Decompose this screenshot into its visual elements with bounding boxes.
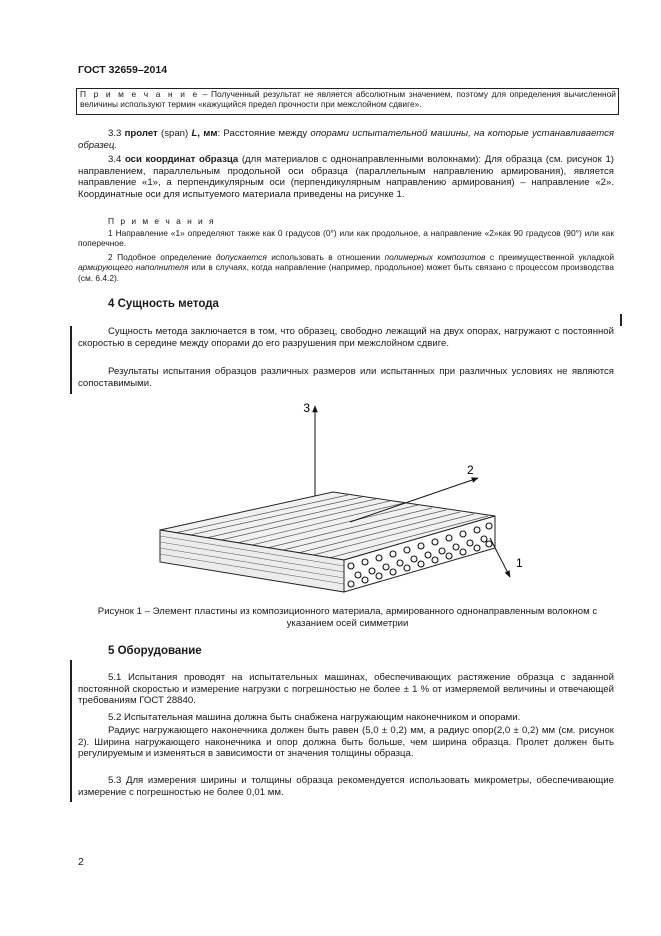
section-4-paragraph-2: Результаты испытания образцов различных размеров или испытанных при различных условиях не являются сопоставимыми.	[78, 366, 614, 389]
notes-label: П р и м е ч а н и я	[108, 216, 216, 226]
section-4-paragraph-1: Сущность метода заключается в том, что образец, свободно лежащий на двух опорах, нагружают с постоянной скоростью в середине между опорами до его разрушения при межслойном сдвиге.	[78, 326, 614, 349]
document-header: ГОСТ 32659–2014	[78, 64, 168, 76]
term-unit: , мм	[197, 128, 218, 139]
note-2-text: с преимущественной укладкой	[485, 252, 614, 262]
note-2	[78, 252, 614, 283]
change-bar	[70, 326, 72, 394]
clause-number: 3.3	[108, 128, 125, 139]
section-5-3: 5.3 Для измерения ширины и толщины образца рекомендуется использовать микрометры, обеспечивающие измерение с погрешностью не более 0,01 мм.	[78, 775, 614, 798]
note-label: П р и м е ч а н и е	[80, 89, 200, 99]
axis-1-arrow	[490, 538, 510, 577]
term: пролет	[124, 128, 158, 139]
note-2-text: использовать в отношении	[266, 252, 385, 262]
note-text: – Полученный результат не является абсолютным значением, поэтому для определения вычисленной величины используют термин «кажущийся предел прочности при межслойном сдвиге».	[80, 89, 616, 110]
section-3-3	[78, 128, 614, 151]
note-2-text: 2 Подобное определение	[108, 252, 216, 262]
figure-1-composite-plate	[150, 392, 550, 600]
axis-2-label: 2	[467, 463, 474, 477]
term-english: (span)	[157, 128, 192, 139]
term-symbol: L	[191, 128, 198, 139]
axis-1-label: 1	[516, 556, 523, 570]
figure-1-caption: Рисунок 1 – Элемент пластины из композиционного материала, армированного однонаправленным волокном с указанием осей симметрии	[97, 606, 598, 629]
section-5-2: 5.2 Испытательная машина должна быть снабжена нагружающим наконечником и опорами.	[108, 712, 521, 723]
note-2-text: или в случаях, когда направление (например, продольное) может быть связано с процессом производства (см. 6.4.2).	[78, 262, 614, 283]
definition-italic: опорами испытательной машины, на которые устанавливается образец.	[78, 128, 614, 151]
section-5-2-radius: Радиус нагружающего наконечника должен быть равен (5,0 ± 0,2) мм, а радиус опор(2,0 ± 0,2) мм (см. рисунок 2). Ширина нагружающего наконечника и опор должна быть больше, чем ширина образца. Пролет должен быть регулируемым и изменяться в зависимости от значения толщины образца.	[78, 725, 614, 760]
note-2-italic: полимерных композитов	[384, 252, 486, 262]
definition-text: : Расстояние между	[217, 128, 311, 139]
note-2-italic: армирующего наполнителя	[78, 262, 189, 273]
note-box-text	[80, 89, 616, 110]
section-3-4	[78, 154, 614, 200]
section-5-1: 5.1 Испытания проводят на испытательных машинах, обеспечивающих растяжение образца с заданной постоянной скоростью и измерение нагрузки с погрешностью не более ± 1 % от измеряемой величины и отвечающей требованиям ГОСТ 28840.	[78, 672, 614, 707]
definition-text: (для материалов с однонаправленными волокнами): Для образца (см. рисунок 1) направлением, параллельным продольной оси образца (параллельным направлению армирования), является направление «1», а перпендикулярным оси (перпендикулярным направлению армирования) – направление «2». Координатные оси для испытуемого материала приведены на рисунке 1.	[78, 154, 614, 200]
clause-number: 3.4	[108, 154, 125, 165]
change-bar	[620, 314, 622, 326]
note-2-italic: допускается	[215, 252, 267, 262]
section-4-title: 4 Сущность метода	[108, 298, 219, 310]
page-number: 2	[78, 856, 84, 868]
axis-3-label: 3	[303, 401, 310, 415]
section-5-title: 5 Оборудование	[108, 645, 202, 657]
note-1: 1 Направление «1» определяют также как 0 градусов (0°) или как продольное, а направление «2»как 90 градусов (90°) или как поперечное.	[78, 228, 614, 249]
term: оси координат образца	[124, 154, 239, 165]
change-bar	[70, 660, 72, 802]
